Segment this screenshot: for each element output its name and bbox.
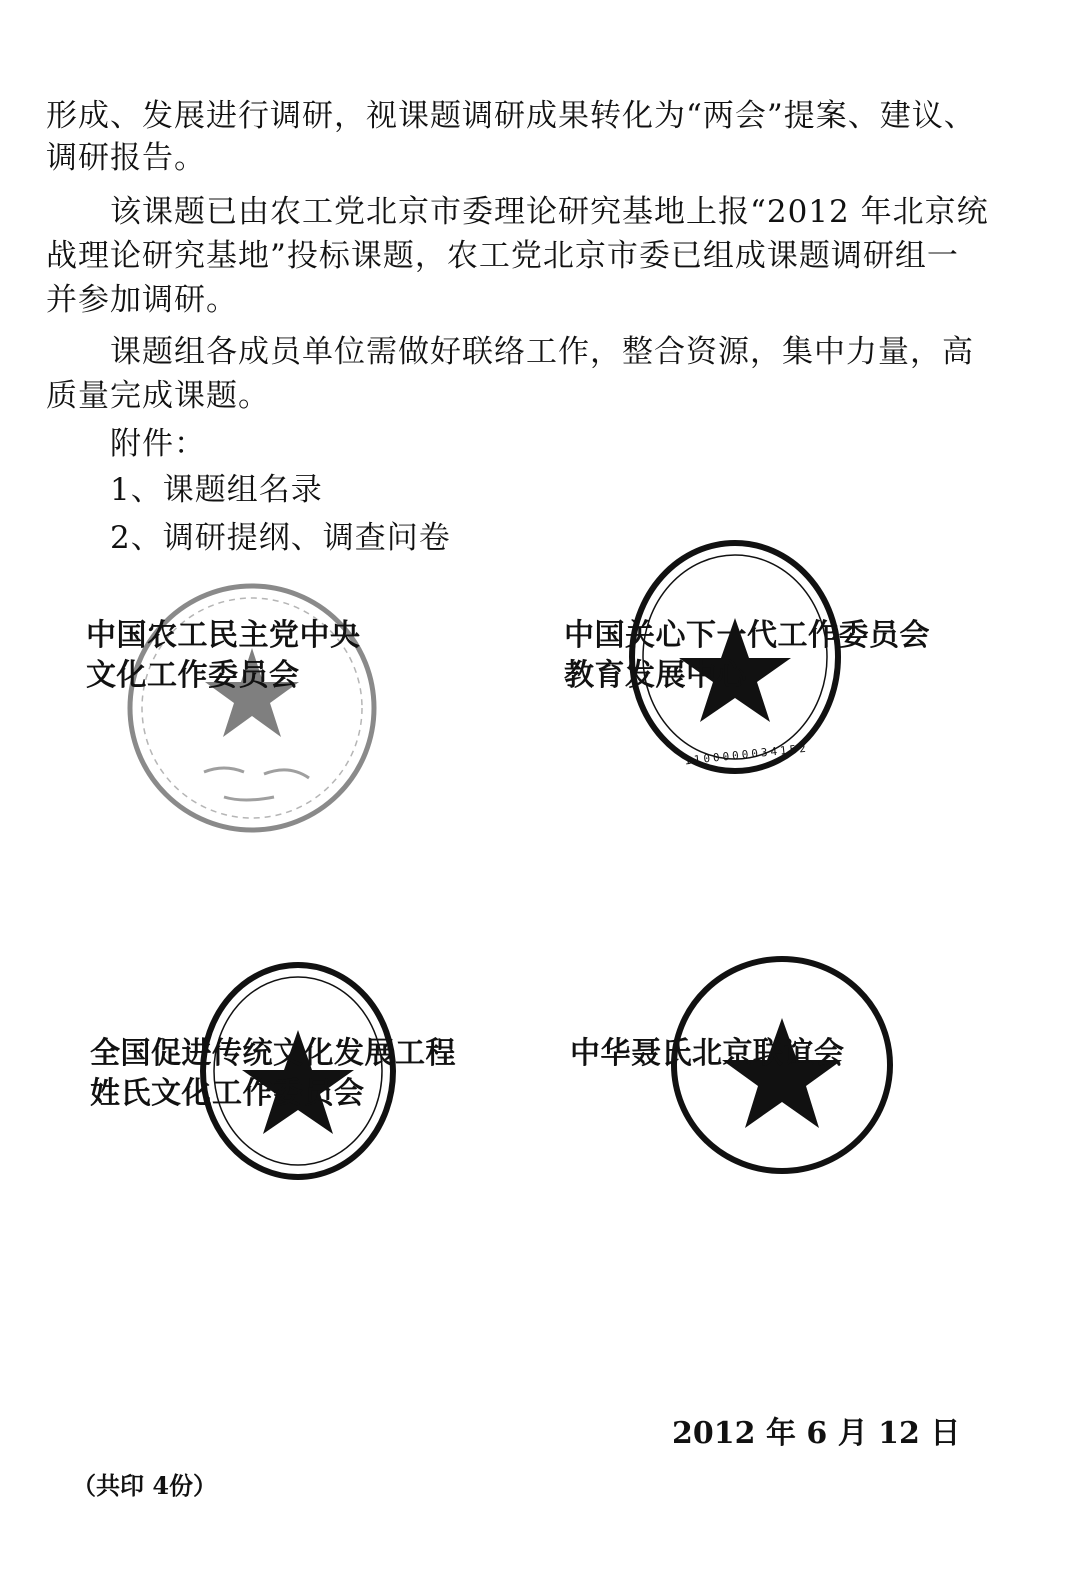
copies-note: （共印 4份） bbox=[72, 1471, 218, 1500]
body-line: 课题组各成员单位需做好联络工作，整合资源，集中力量，高 bbox=[46, 334, 974, 370]
attachments-heading: 附件： bbox=[46, 426, 206, 462]
signatory-1 bbox=[86, 616, 361, 696]
signatory-4 bbox=[570, 1034, 845, 1074]
body-line: 质量完成课题。 bbox=[46, 378, 270, 414]
body-line: 并参加调研。 bbox=[46, 282, 238, 318]
document-date: 2012 年 6 月 12 日 bbox=[672, 1416, 961, 1451]
body-line: 调研报告。 bbox=[46, 140, 206, 176]
signatory-3 bbox=[90, 1034, 456, 1114]
signatory-1-line1: 中国农工民主党中央 bbox=[86, 618, 361, 653]
attachment-item: 2、调研提纲、调查问卷 bbox=[46, 520, 451, 556]
attachment-item: 1、课题组名录 bbox=[46, 472, 323, 508]
signatory-2-line2: 教育发展中心 bbox=[564, 658, 747, 693]
body-line: 形成、发展进行调研，视课题调研成果转化为“两会”提案、建议、 bbox=[46, 98, 976, 134]
signatory-1-line2: 文化工作委员会 bbox=[86, 658, 300, 693]
body-line: 战理论研究基地”投标课题，农工党北京市委已组成课题调研组一 bbox=[46, 238, 959, 274]
signatory-3-line2: 姓氏文化工作委员会 bbox=[90, 1076, 365, 1111]
signatory-3-line1: 全国促进传统文化发展工程 bbox=[90, 1036, 456, 1071]
body-line: 该课题已由农工党北京市委理论研究基地上报“2012 年北京统 bbox=[46, 194, 989, 230]
signatory-2-line1: 中国关心下一代工作委员会 bbox=[564, 618, 930, 653]
signatory-2 bbox=[564, 616, 930, 696]
seal-2-number: 1100000034152 bbox=[683, 741, 810, 768]
signatory-4-line1: 中华聂氏北京联谊会 bbox=[570, 1036, 845, 1071]
